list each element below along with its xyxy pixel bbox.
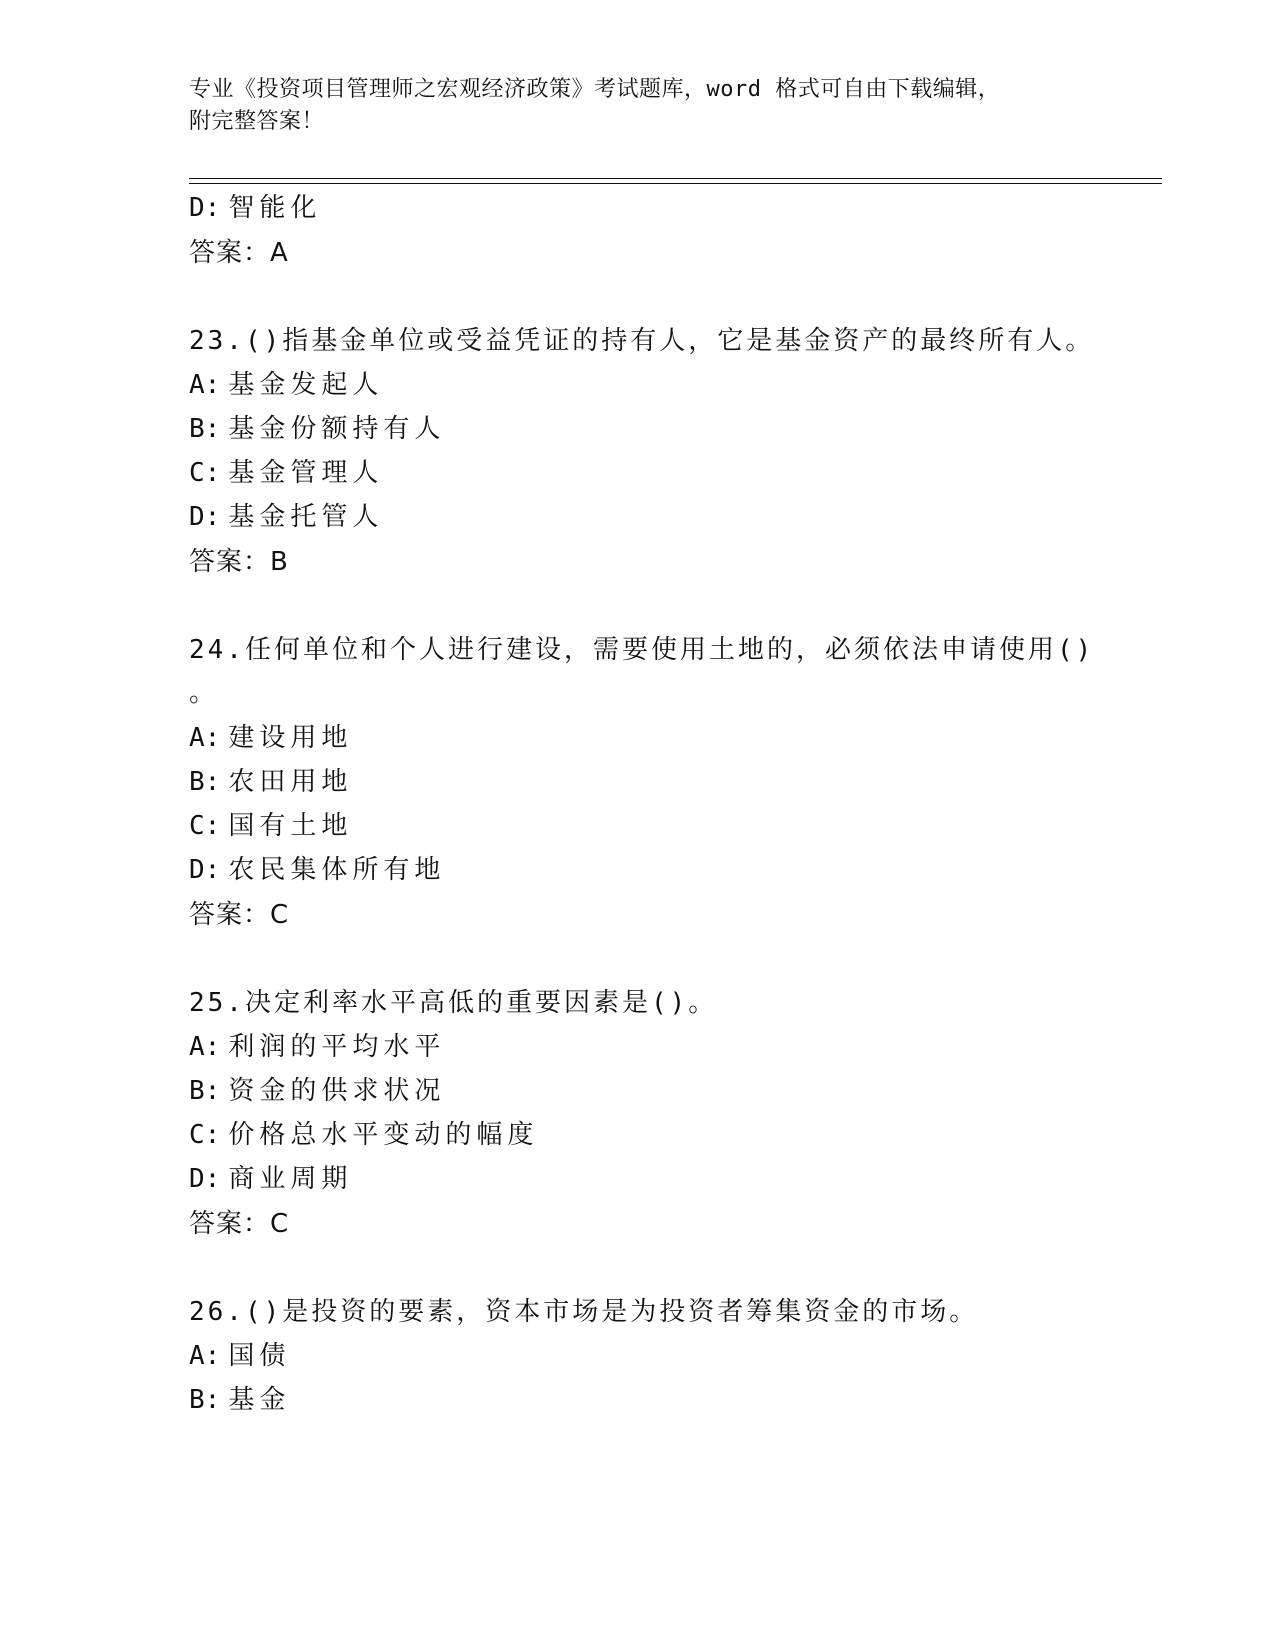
option-text: 国有土地 bbox=[228, 811, 353, 841]
option-letter: D: bbox=[189, 502, 221, 532]
option-text: 资金的供求状况 bbox=[228, 1076, 446, 1106]
option-letter: B: bbox=[189, 414, 221, 444]
q23-option-d bbox=[189, 500, 383, 534]
option-text: 智能化 bbox=[228, 193, 322, 223]
q24-option-c bbox=[189, 809, 352, 843]
q25-option-d bbox=[189, 1162, 352, 1196]
option-letter: B: bbox=[189, 1076, 221, 1106]
option-text: 建设用地 bbox=[228, 723, 353, 753]
option-letter: A: bbox=[189, 1032, 221, 1062]
q25-option-a bbox=[189, 1030, 445, 1064]
q22-answer: 答案：A bbox=[189, 238, 289, 268]
option-text: 利润的平均水平 bbox=[228, 1032, 446, 1062]
q23-answer: 答案：B bbox=[189, 547, 289, 577]
option-letter: C: bbox=[189, 458, 221, 488]
q23-question: 23.()指基金单位或受益凭证的持有人，它是基金资产的最终所有人。 bbox=[189, 326, 1095, 356]
option-text: 基金发起人 bbox=[228, 370, 384, 400]
option-text: 农民集体所有地 bbox=[228, 855, 446, 885]
option-text: 基金管理人 bbox=[228, 458, 384, 488]
option-text: 国债 bbox=[228, 1341, 291, 1371]
option-letter: D: bbox=[189, 855, 221, 885]
option-letter: A: bbox=[189, 1341, 221, 1371]
q24-option-a bbox=[189, 721, 352, 755]
option-text: 价格总水平变动的幅度 bbox=[228, 1120, 539, 1150]
q23-option-c bbox=[189, 456, 383, 490]
option-letter: C: bbox=[189, 1120, 221, 1150]
q25-option-b bbox=[189, 1074, 445, 1108]
q26-question: 26.()是投资的要素，资本市场是为投资者筹集资金的市场。 bbox=[189, 1297, 979, 1327]
option-letter: B: bbox=[189, 767, 221, 797]
q24-question-line-2: 。 bbox=[189, 678, 219, 708]
q25-answer: 答案：C bbox=[189, 1209, 290, 1239]
option-text: 基金托管人 bbox=[228, 502, 384, 532]
option-letter: B: bbox=[189, 1385, 221, 1415]
option-text: 基金 bbox=[228, 1385, 291, 1415]
q24-answer: 答案：C bbox=[189, 900, 290, 930]
option-text: 商业周期 bbox=[228, 1164, 353, 1194]
q26-option-a bbox=[189, 1339, 290, 1373]
option-text: 基金份额持有人 bbox=[228, 414, 446, 444]
header-divider-top bbox=[189, 178, 1162, 179]
header-divider-bottom bbox=[189, 183, 1162, 184]
q24-option-d bbox=[189, 853, 445, 887]
q26-option-b bbox=[189, 1383, 290, 1417]
option-letter: D: bbox=[189, 193, 221, 223]
q24-question-line-1: 24.任何单位和个人进行建设，需要使用土地的，必须依法申请使用() bbox=[189, 635, 1095, 665]
header-line-1: 专业《投资项目管理师之宏观经济政策》考试题库，word 格式可自由下载编辑， bbox=[189, 77, 1001, 102]
header-line-2: 附完整答案！ bbox=[189, 109, 325, 134]
q25-option-c bbox=[189, 1118, 538, 1152]
q23-option-b bbox=[189, 412, 445, 446]
option-letter: C: bbox=[189, 811, 221, 841]
document-header bbox=[189, 74, 1089, 138]
q22-option-d bbox=[189, 191, 321, 225]
q25-question: 25.决定利率水平高低的重要因素是()。 bbox=[189, 988, 718, 1018]
option-letter: D: bbox=[189, 1164, 221, 1194]
option-text: 农田用地 bbox=[228, 767, 353, 797]
q24-option-b bbox=[189, 765, 352, 799]
option-letter: A: bbox=[189, 723, 221, 753]
option-letter: A: bbox=[189, 370, 221, 400]
q23-option-a bbox=[189, 368, 383, 402]
